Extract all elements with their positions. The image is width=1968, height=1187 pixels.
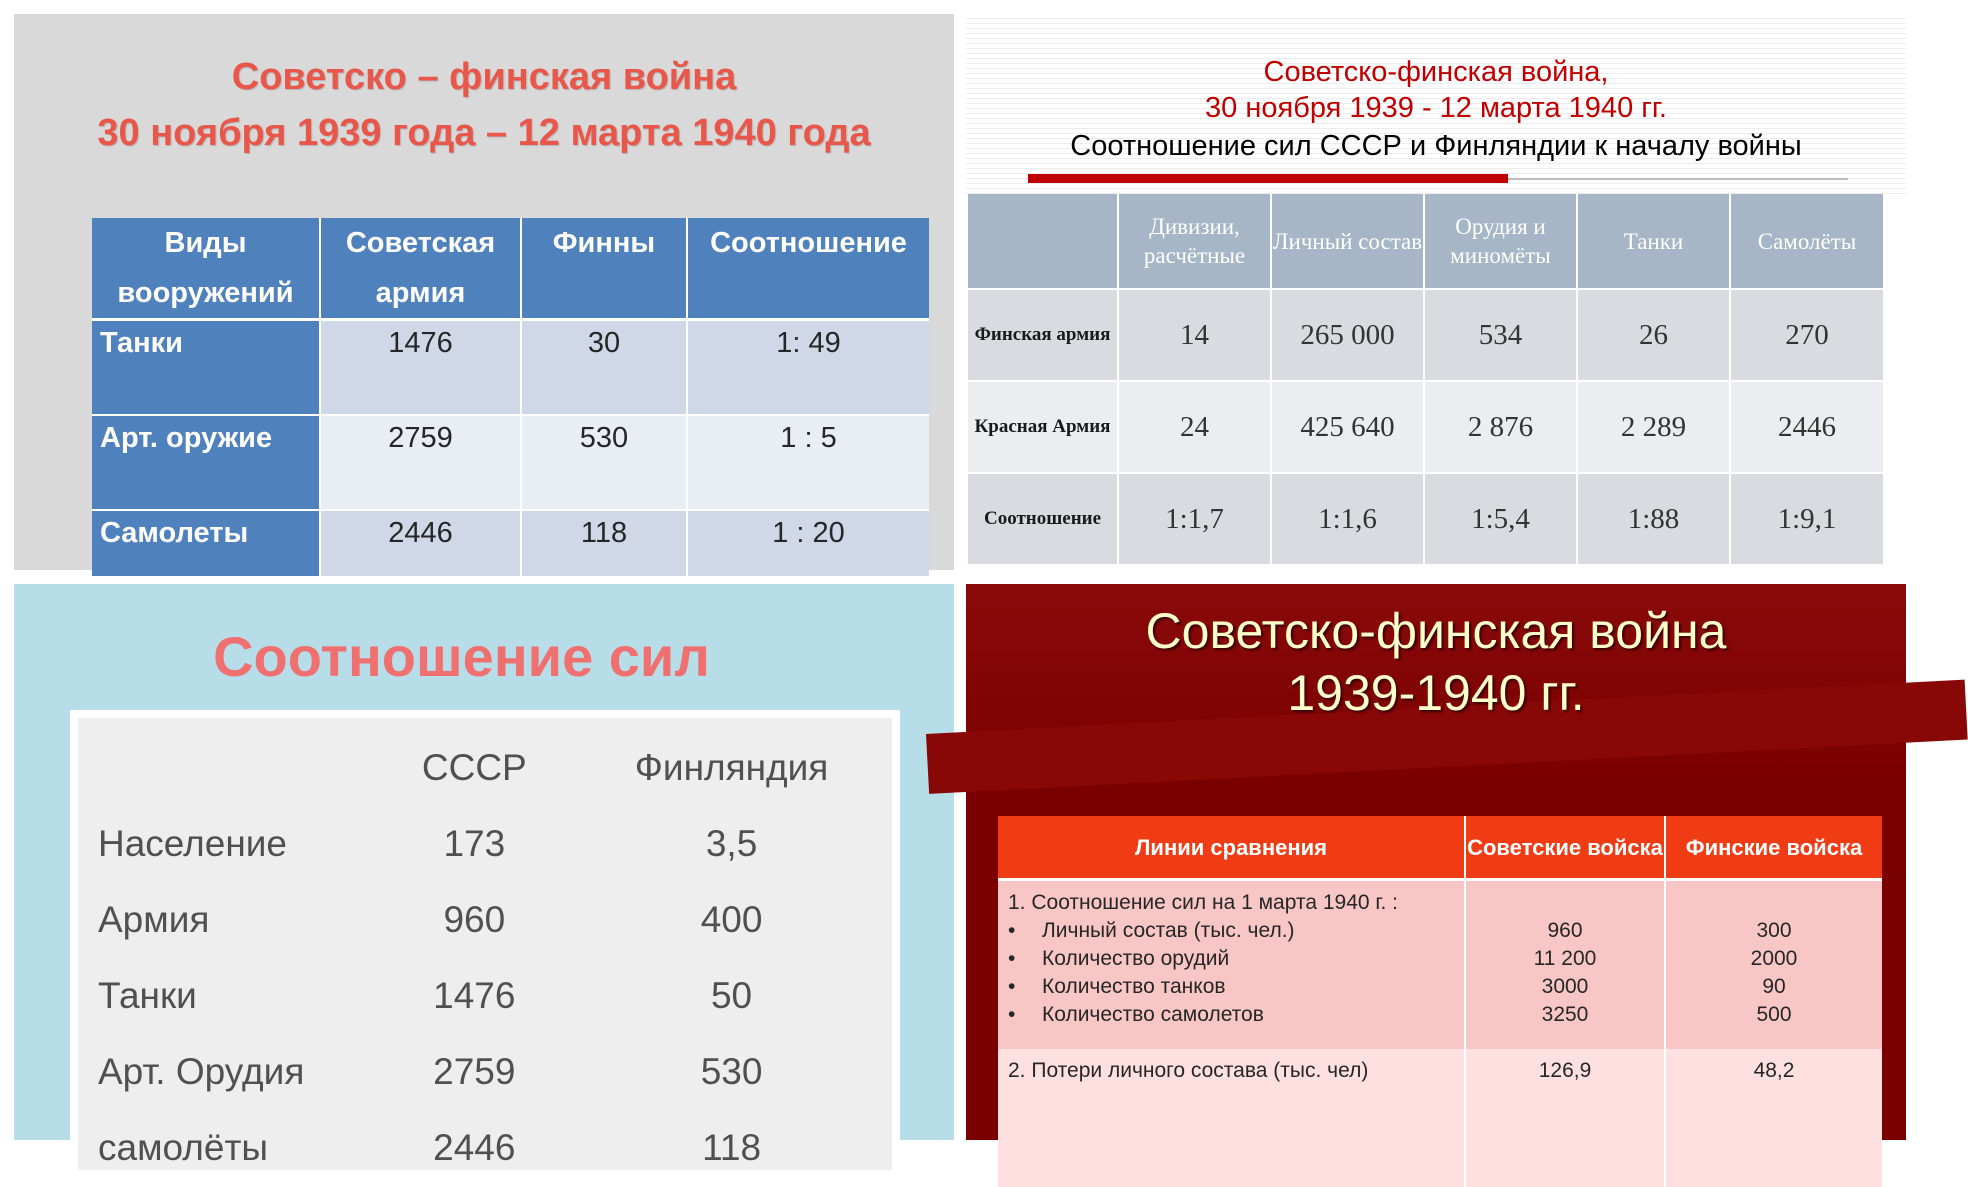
table-row bbox=[968, 473, 1883, 564]
table-cell: 1:1,6 bbox=[1271, 473, 1424, 564]
table-cell: 173 bbox=[443, 823, 506, 864]
table-cell: 1:1,7 bbox=[1118, 473, 1271, 564]
row-label: Арт. оружие bbox=[92, 415, 320, 510]
table-cell: 425 640 bbox=[1271, 381, 1424, 473]
header-cell: Танки bbox=[1577, 194, 1730, 289]
red-underline bbox=[1028, 174, 1508, 183]
row-label: Финская армия bbox=[968, 289, 1118, 381]
header-cell: Линии сравнения bbox=[998, 816, 1465, 880]
table-cell: 2000 bbox=[1750, 947, 1798, 970]
table-cell: 126,9 bbox=[1465, 1049, 1665, 1187]
bullet: • bbox=[1008, 1003, 1016, 1026]
row-label: Арт. Орудия bbox=[98, 1051, 305, 1092]
table-cell: 90 bbox=[1762, 975, 1786, 998]
table-row bbox=[98, 1110, 892, 1186]
table-cell: 960 bbox=[443, 899, 506, 940]
table-cell: 24 bbox=[1118, 381, 1271, 473]
slide-forces-ratio bbox=[14, 584, 954, 1168]
bullet: • bbox=[1008, 947, 1016, 970]
slide-war-comparison bbox=[966, 584, 1906, 1140]
table-cell: 3250 bbox=[1541, 1003, 1589, 1026]
table-cell: 1:88 bbox=[1577, 473, 1730, 564]
row-heading: 1. Соотношение сил на 1 марта 1940 г. : bbox=[1008, 891, 1398, 914]
table-cell: 3000 bbox=[1541, 975, 1589, 998]
table-cell: 118 bbox=[702, 1127, 762, 1168]
table-cell: 2759 bbox=[320, 415, 521, 510]
row-label: Танки bbox=[98, 975, 197, 1016]
list-item bbox=[1008, 1001, 1464, 1029]
row-label: 2. Потери личного состава (тыс. чел) bbox=[998, 1049, 1465, 1187]
header-cell: Финляндия bbox=[634, 747, 829, 788]
table-row bbox=[92, 510, 929, 576]
header-cell: Финские войска bbox=[1665, 816, 1882, 880]
header-cell bbox=[968, 194, 1118, 289]
table-cell: 960 bbox=[1547, 919, 1583, 942]
table-cell: 530 bbox=[700, 1051, 763, 1092]
slide4-title-line1: Советско-финская война bbox=[1145, 603, 1727, 659]
slide1-title-line2: 30 ноября 1939 года – 12 марта 1940 года bbox=[97, 112, 871, 154]
slide-weapons-comparison bbox=[14, 14, 954, 570]
table-row bbox=[998, 880, 1882, 1050]
table-cell: 2 289 bbox=[1577, 381, 1730, 473]
table-cell: 118 bbox=[521, 510, 687, 576]
list-item bbox=[1008, 917, 1464, 945]
table-cell: 26 bbox=[1577, 289, 1730, 381]
slide-forces-balance bbox=[966, 14, 1906, 570]
table-cell: 2446 bbox=[433, 1127, 516, 1168]
table-cell: 1476 bbox=[433, 975, 516, 1016]
header-cell: Виды вооружений bbox=[92, 218, 320, 320]
slide4-table bbox=[998, 816, 1882, 1187]
grey-underline bbox=[1508, 178, 1848, 180]
table-cell: 50 bbox=[710, 975, 753, 1016]
table-cell: 300 bbox=[1756, 919, 1792, 942]
row-label: Население bbox=[98, 823, 287, 864]
table-cell: 2446 bbox=[320, 510, 521, 576]
header-cell bbox=[98, 730, 378, 806]
slide2-title-line1: Советско-финская война, bbox=[1263, 56, 1609, 88]
row-label: Соотношение bbox=[968, 473, 1118, 564]
header-cell: Самолёты bbox=[1730, 194, 1883, 289]
table-cell: 2446 bbox=[1730, 381, 1883, 473]
table-row bbox=[968, 381, 1883, 473]
table-header-row bbox=[998, 816, 1882, 880]
bullet: • bbox=[1008, 975, 1016, 998]
table-row bbox=[98, 806, 892, 882]
table-cell: 534 bbox=[1424, 289, 1577, 381]
table-cell: 530 bbox=[521, 415, 687, 510]
table-row bbox=[998, 1049, 1882, 1187]
table-header-row bbox=[98, 730, 892, 806]
item-label: Личный состав (тыс. чел.) bbox=[1042, 919, 1295, 942]
table-row bbox=[92, 415, 929, 510]
item-label: Количество танков bbox=[1042, 975, 1226, 998]
table-cell: 2759 bbox=[433, 1051, 516, 1092]
slide3-card-inner bbox=[78, 718, 892, 1170]
header-cell: Дивизии, расчётные bbox=[1118, 194, 1271, 289]
header-cell: СССР bbox=[421, 747, 527, 788]
finnish-values-cell bbox=[1665, 880, 1882, 1050]
table-cell: 500 bbox=[1756, 1003, 1792, 1026]
row-label: Армия bbox=[98, 899, 210, 940]
table-cell: 1:9,1 bbox=[1730, 473, 1883, 564]
soviet-values-cell bbox=[1465, 880, 1665, 1050]
table-header-row bbox=[968, 194, 1883, 289]
table-cell: 3,5 bbox=[705, 823, 758, 864]
table-cell: 11 200 bbox=[1533, 947, 1597, 970]
bullet: • bbox=[1008, 919, 1016, 942]
slide3-title: Соотношение сил bbox=[213, 625, 710, 688]
row-label: самолёты bbox=[98, 1127, 268, 1168]
table-cell: 1476 bbox=[320, 320, 521, 415]
table-cell: 1 : 20 bbox=[687, 510, 929, 576]
item-label: Количество самолетов bbox=[1042, 1003, 1264, 1026]
slide1-title-line1: Советско – финская война bbox=[231, 56, 737, 98]
header-cell: Соотношение bbox=[687, 218, 929, 320]
header-cell: Орудия и миномёты bbox=[1424, 194, 1577, 289]
table-cell: 30 bbox=[521, 320, 687, 415]
slide2-table bbox=[968, 194, 1883, 564]
table-cell: 1 : 5 bbox=[687, 415, 929, 510]
table-row bbox=[92, 320, 929, 415]
row-label: Танки bbox=[92, 320, 320, 415]
list-item bbox=[1008, 945, 1464, 973]
row-label: Самолеты bbox=[92, 510, 320, 576]
table-cell: 265 000 bbox=[1271, 289, 1424, 381]
table-row bbox=[98, 882, 892, 958]
slide3-table bbox=[98, 730, 892, 1186]
table-header-row bbox=[92, 218, 929, 320]
item-label: Количество орудий bbox=[1042, 947, 1230, 970]
row-label: Красная Армия bbox=[968, 381, 1118, 473]
slide1-table bbox=[92, 218, 929, 576]
list-item bbox=[1008, 973, 1464, 1001]
table-cell: 270 bbox=[1730, 289, 1883, 381]
header-cell: Советские войска bbox=[1465, 816, 1665, 880]
table-row bbox=[968, 289, 1883, 381]
table-cell: 400 bbox=[700, 899, 763, 940]
header-cell: Финны bbox=[521, 218, 687, 320]
comparison-lines-cell bbox=[998, 880, 1465, 1050]
table-cell: 2 876 bbox=[1424, 381, 1577, 473]
table-cell: 1:5,4 bbox=[1424, 473, 1577, 564]
table-row bbox=[98, 1034, 892, 1110]
slide2-title-line2: 30 ноября 1939 - 12 марта 1940 гг. bbox=[1205, 92, 1667, 124]
table-cell: 14 bbox=[1118, 289, 1271, 381]
header-cell: Личный состав bbox=[1271, 194, 1424, 289]
table-row bbox=[98, 958, 892, 1034]
table-cell: 48,2 bbox=[1665, 1049, 1882, 1187]
header-cell: Советская армия bbox=[320, 218, 521, 320]
slide4-title-line2: 1939-1940 гг. bbox=[1287, 665, 1585, 721]
slide2-subtitle: Соотношение сил СССР и Финляндии к началу войны bbox=[1070, 130, 1802, 162]
table-cell: 1: 49 bbox=[687, 320, 929, 415]
slide3-card bbox=[70, 710, 900, 1170]
